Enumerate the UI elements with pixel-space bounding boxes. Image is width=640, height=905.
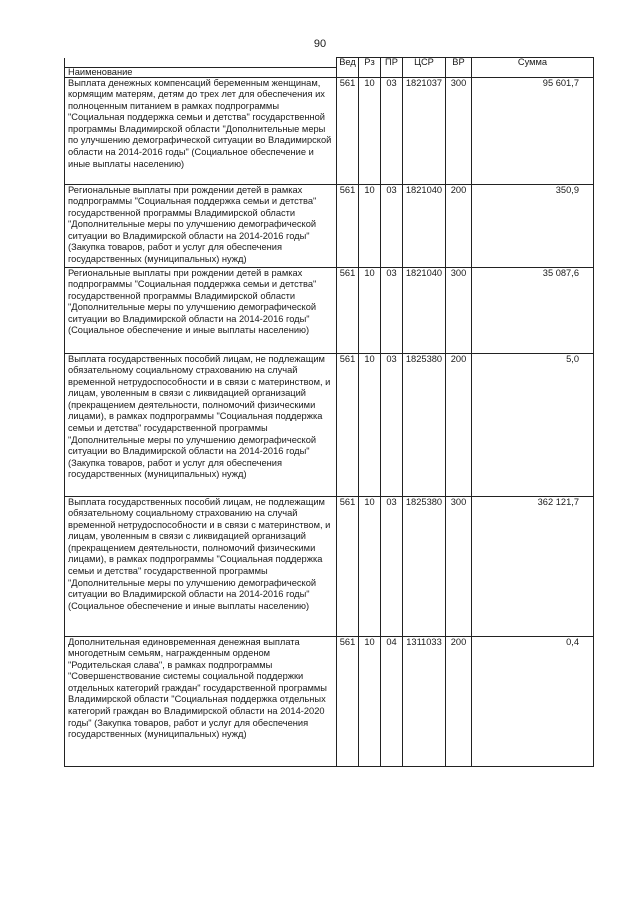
header-cell	[403, 67, 446, 77]
row-sum: 5,0	[472, 353, 594, 496]
row-pr: 03	[381, 353, 403, 496]
row-csr: 1821040	[403, 267, 446, 353]
header-name: Наименование	[65, 67, 337, 77]
row-csr: 1825380	[403, 353, 446, 496]
row-rz: 10	[359, 353, 381, 496]
header-cell	[359, 67, 381, 77]
row-vr: 200	[446, 184, 472, 267]
row-vr: 300	[446, 496, 472, 636]
row-rz: 10	[359, 496, 381, 636]
row-sum: 35 087,6	[472, 267, 594, 353]
header-row	[65, 58, 594, 68]
row-ved: 561	[337, 353, 359, 496]
table-row	[65, 184, 594, 267]
row-vr: 200	[446, 353, 472, 496]
row-name: Дополнительная единовременная денежная выплата многодетным семьям, награжденным орденом "Родительская слава", в рамках подпрограммы "Совершенствование системы социальной поддержки отдельных категорий граждан" государственной программы Владимирской области "Социальная поддержка отдельных категорий граждан во Владимирской области на 2014-2020 годы" (Закупка товаров, работ и услуг для обеспечения государственных (муниципальных) нужд)	[65, 636, 337, 766]
row-sum: 362 121,7	[472, 496, 594, 636]
row-ved: 561	[337, 496, 359, 636]
row-name: Выплата денежных компенсаций беременным женщинам, кормящим матерям, детям до трех лет для обеспечения их полноценным питанием в рамках подпрограммы "Социальная поддержка семьи и детства" государственной программы Владимирской области "Дополнительные меры по улучшению демографической ситуации во Владимирской области на 2014-2016 годы" (Социальное обеспечение и иные выплаты населению)	[65, 77, 337, 184]
row-rz: 10	[359, 184, 381, 267]
page-number: 90	[313, 38, 327, 50]
header-pr: ПР	[381, 58, 403, 68]
row-ved: 561	[337, 184, 359, 267]
row-rz: 10	[359, 267, 381, 353]
row-name: Выплата государственных пособий лицам, не подлежащим обязательному социальному страхованию на случай временной нетрудоспособности и в связи с материнством, и лицам, уволенным в связи с ликвидацией организаций (прекращением деятельности, полномочий физическими лицами), в рамках подпрограммы "Социальная поддержка семьи и детства" государственной программы "Дополнительные меры по улучшению демографической ситуации во Владимирской области на 2014-2016 годы" (Закупка товаров, работ и услуг для обеспечения государственных (муниципальных) нужд)	[65, 353, 337, 496]
row-pr: 03	[381, 496, 403, 636]
row-rz: 10	[359, 636, 381, 766]
table-row	[65, 636, 594, 766]
row-csr: 1825380	[403, 496, 446, 636]
header-cell	[381, 67, 403, 77]
row-vr: 200	[446, 636, 472, 766]
budget-table	[64, 57, 594, 767]
row-sum: 0,4	[472, 636, 594, 766]
row-pr: 04	[381, 636, 403, 766]
row-csr: 1821040	[403, 184, 446, 267]
row-csr: 1311033	[403, 636, 446, 766]
header-ved: Вед	[337, 58, 359, 68]
row-rz: 10	[359, 77, 381, 184]
table-row	[65, 77, 594, 184]
header-cell	[472, 67, 594, 77]
row-vr: 300	[446, 267, 472, 353]
header-name-spacer	[65, 58, 337, 68]
table-row	[65, 353, 594, 496]
row-ved: 561	[337, 77, 359, 184]
row-name: Региональные выплаты при рождении детей в рамках подпрограммы "Социальная поддержка семьи и детства" государственной программы Владимирской области "Дополнительные меры по улучшению демографической ситуации во Владимирской области на 2014-2016 годы" (Закупка товаров, работ и услуг для обеспечения государственных (муниципальных) нужд)	[65, 184, 337, 267]
row-sum: 95 601,7	[472, 77, 594, 184]
table-row	[65, 267, 594, 353]
row-ved: 561	[337, 267, 359, 353]
row-pr: 03	[381, 267, 403, 353]
header-rz: Рз	[359, 58, 381, 68]
row-vr: 300	[446, 77, 472, 184]
row-ved: 561	[337, 636, 359, 766]
header-row-2	[65, 67, 594, 77]
row-name: Региональные выплаты при рождении детей в рамках подпрограммы "Социальная поддержка семьи и детства" государственной программы Владимирской области "Дополнительные меры по улучшению демографической ситуации во Владимирской области на 2014-2016 годы" (Социальное обеспечение и иные выплаты населению)	[65, 267, 337, 353]
header-cell	[446, 67, 472, 77]
row-sum: 350,9	[472, 184, 594, 267]
header-cell	[337, 67, 359, 77]
table-row	[65, 496, 594, 636]
header-sum: Сумма	[472, 58, 594, 68]
header-vr: ВР	[446, 58, 472, 68]
row-csr: 1821037	[403, 77, 446, 184]
row-pr: 03	[381, 77, 403, 184]
row-pr: 03	[381, 184, 403, 267]
header-csr: ЦСР	[403, 58, 446, 68]
row-name: Выплата государственных пособий лицам, не подлежащим обязательному социальному страхованию на случай временной нетрудоспособности и в связи с материнством, и лицам, уволенным в связи с ликвидацией организаций (прекращением деятельности, полномочий физическими лицами), в рамках подпрограммы "Социальная поддержка семьи и детства" государственной программы "Дополнительные меры по улучшению демографической ситуации во Владимирской области на 2014-2016 годы" (Социальное обеспечение и иные выплаты населению)	[65, 496, 337, 636]
